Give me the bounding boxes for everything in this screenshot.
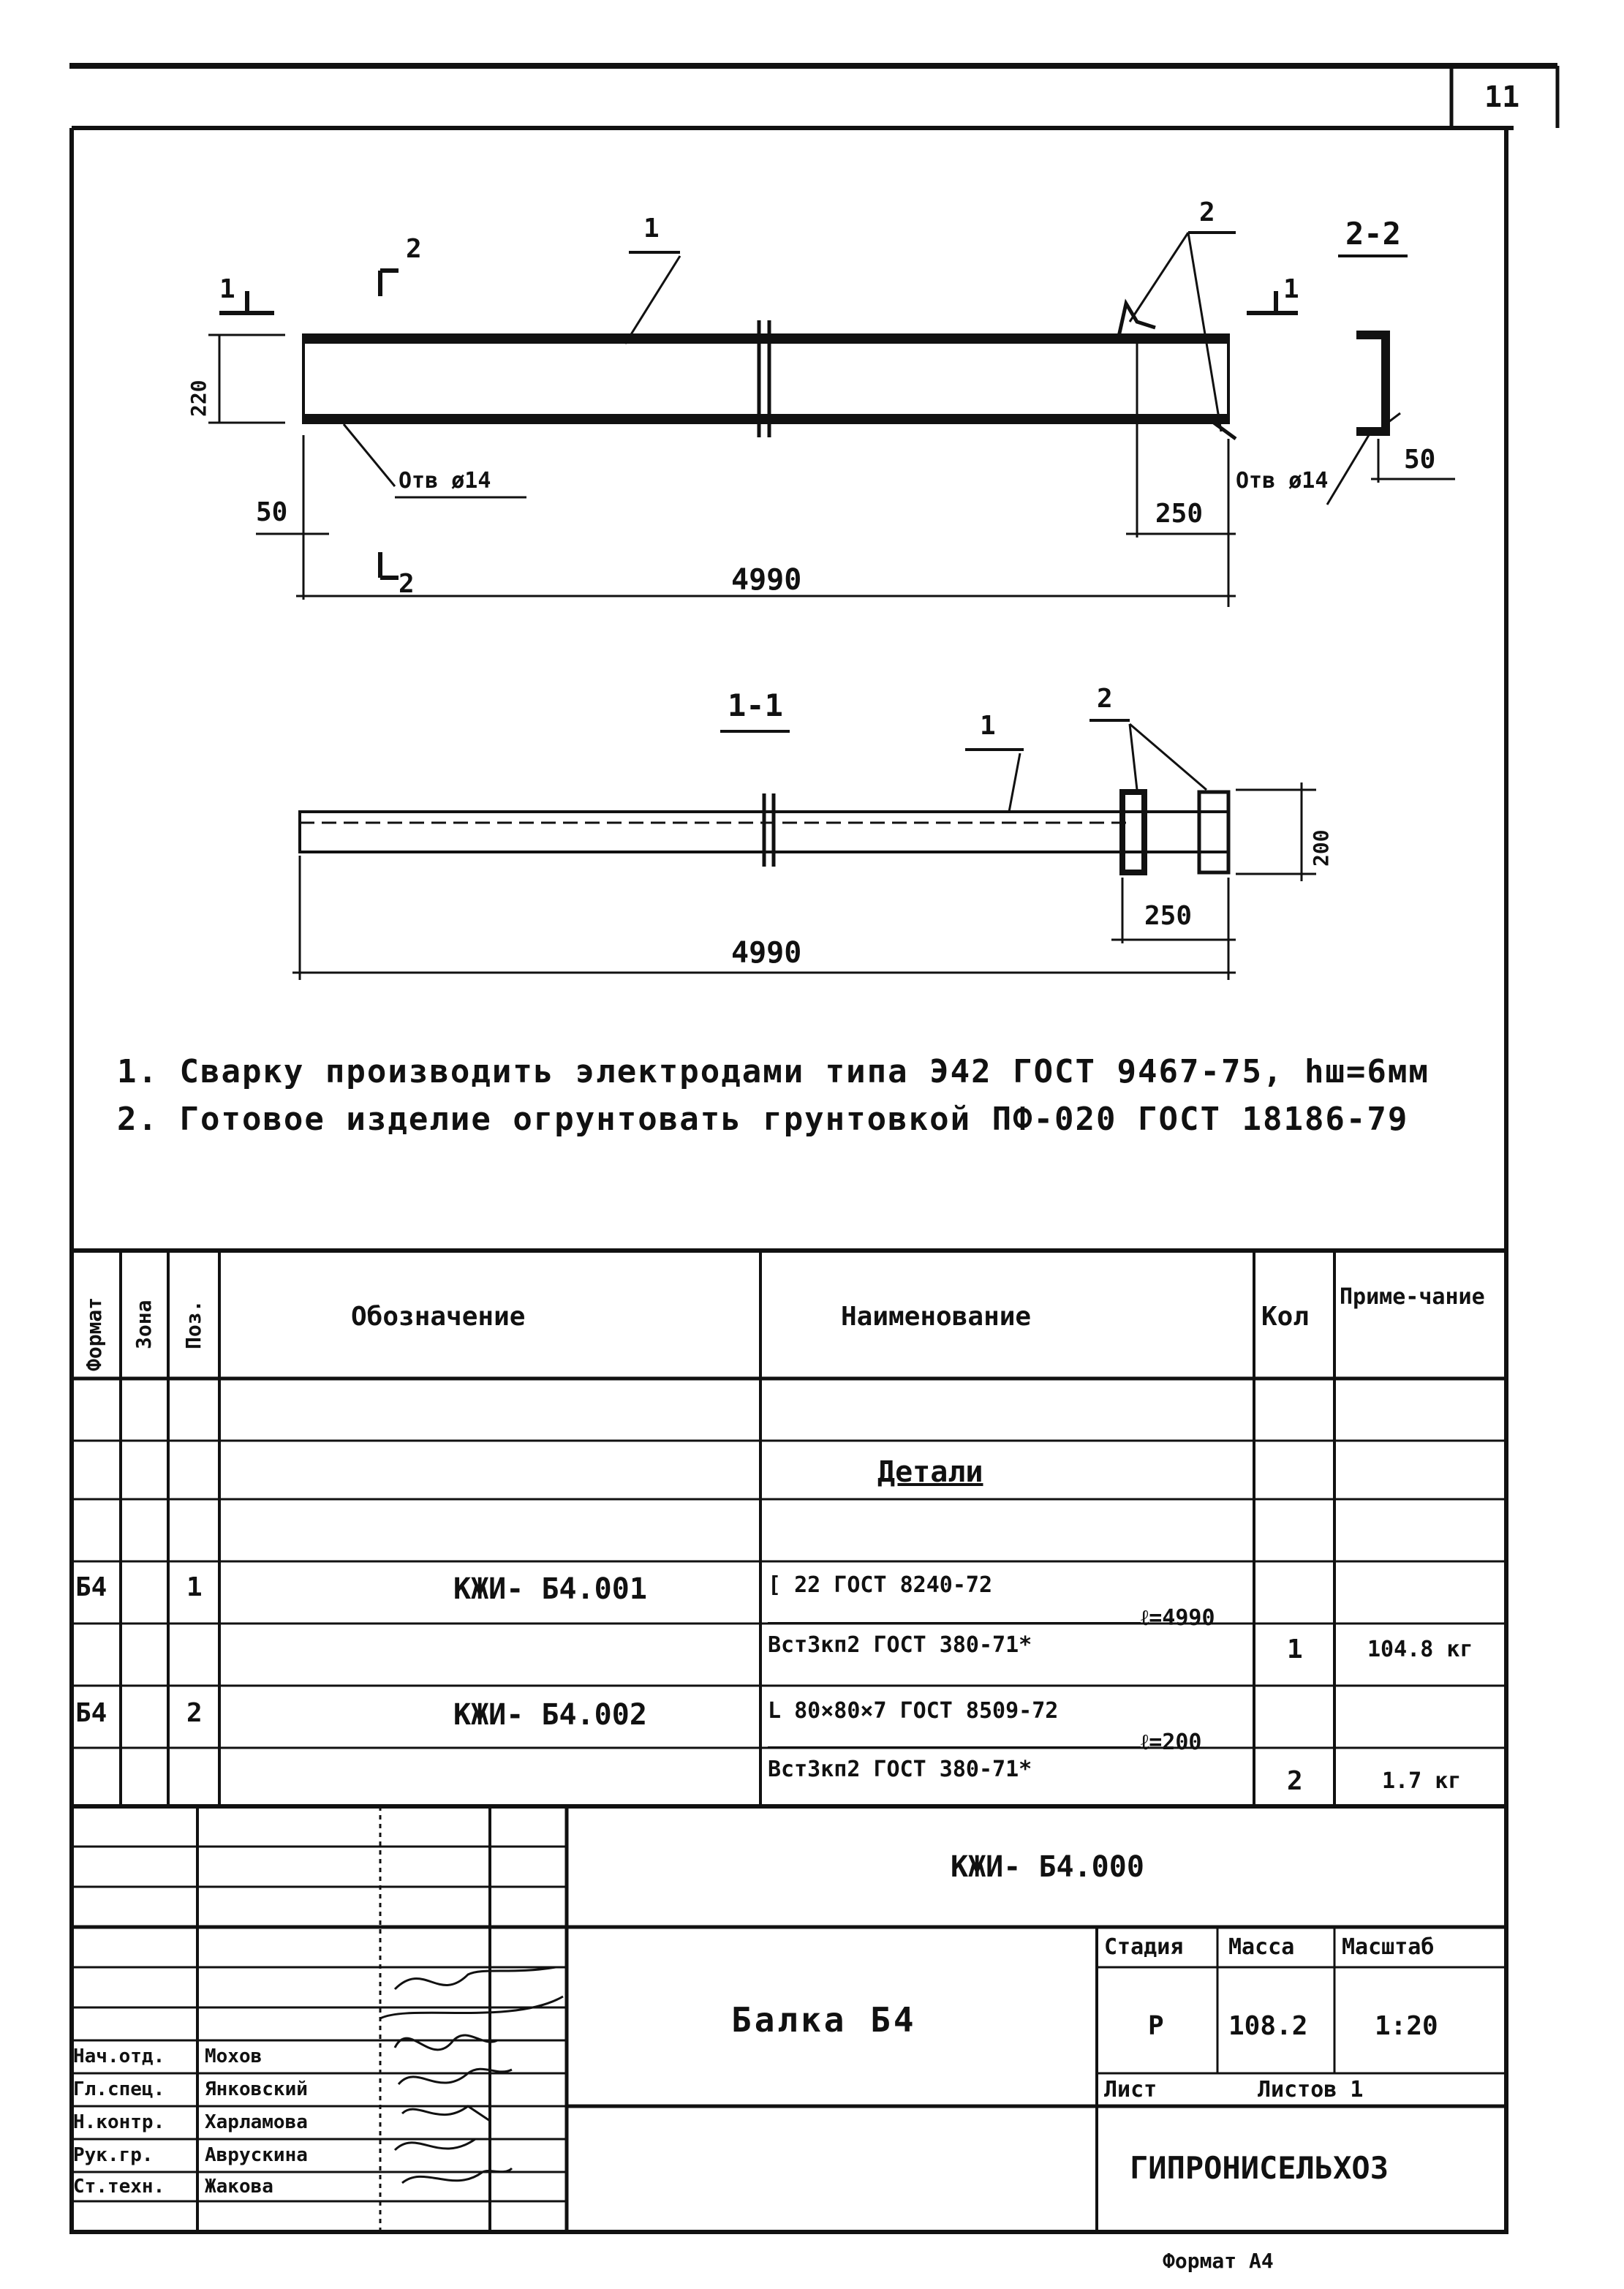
handwritten-signatures [380, 1967, 563, 2183]
dim-250-plan: 250 [1155, 499, 1204, 529]
section-mark-1-right: 1 [1283, 274, 1299, 304]
note-1: 1. Сварку производить электродами типа Э42 ГОСТ 9467-75, hш=6мм [117, 1053, 1430, 1090]
section-22-title: 2-2 [1345, 216, 1401, 252]
sig-role-1: Нач.отд. [73, 2045, 165, 2067]
row2-name-bottom: Вст3кп2 ГОСТ 380-71* [768, 1757, 1032, 1782]
dim-50-section22: 50 [1404, 445, 1436, 475]
row2-designation: КЖИ- Б4.002 [453, 1698, 647, 1732]
section-mark-2-bottom: 2 [399, 569, 415, 599]
row1-pos: 1 [186, 1572, 203, 1602]
sheets-label: Листов 1 [1258, 2077, 1364, 2103]
callout-pos1-section: 1 [980, 711, 996, 741]
row1-length: ℓ=4990 [1141, 1605, 1215, 1631]
header-qty: Кол [1261, 1302, 1310, 1332]
sig-name-2: Янковский [205, 2078, 308, 2100]
sig-role-2: Гл.спец. [73, 2078, 165, 2100]
mass-label: Масса [1228, 1934, 1295, 1960]
sig-name-3: Харламова [205, 2111, 308, 2133]
stage-value: Р [1148, 2011, 1164, 2041]
sig-name-4: Аврускина [205, 2144, 308, 2166]
dim-length-section: 4990 [731, 936, 802, 970]
row1-qty: 1 [1287, 1634, 1303, 1664]
dim-hole-right: Отв ø14 [1236, 468, 1329, 494]
scale-value: 1:20 [1375, 2011, 1438, 2041]
doc-code: КЖИ- Б4.000 [951, 1850, 1144, 1884]
header-name: Наименование [841, 1302, 1032, 1332]
row2-qty: 2 [1287, 1766, 1303, 1796]
callout-pos1-plan: 1 [643, 214, 660, 244]
row1-note: 104.8 кг [1367, 1637, 1473, 1662]
row2-name-top: L 80×80×7 ГОСТ 8509-72 [768, 1698, 1059, 1724]
section-mark-2-top: 2 [406, 234, 422, 264]
sheet-label: Лист [1104, 2077, 1157, 2103]
dim-offset-50: 50 [256, 497, 288, 527]
header-note: Приме-чание [1340, 1284, 1485, 1310]
dim-hole-left: Отв ø14 [399, 468, 491, 494]
dim-height-220: 220 [186, 380, 211, 417]
row2-length: ℓ=200 [1141, 1730, 1202, 1755]
row1-name-bottom: Вст3кп2 ГОСТ 380-71* [768, 1632, 1032, 1658]
dim-250-section: 250 [1144, 901, 1193, 931]
dim-height-200: 200 [1309, 829, 1333, 867]
sig-role-4: Рук.гр. [73, 2144, 154, 2166]
header-designation: Обозначение [351, 1302, 526, 1332]
section-11-title: 1-1 [728, 687, 783, 723]
mass-value: 108.2 [1228, 2011, 1308, 2041]
beam-section-view [292, 720, 1316, 980]
sig-role-5: Ст.техн. [73, 2176, 165, 2198]
sig-name-5: Жакова [205, 2176, 273, 2198]
section-title-details: Детали [877, 1455, 983, 1489]
scale-label: Масштаб [1342, 1934, 1435, 1960]
drawing-title: Балка Б4 [731, 2000, 917, 2040]
sheet-number: 11 [1484, 80, 1520, 114]
dim-length-plan: 4990 [731, 563, 802, 597]
sig-name-1: Мохов [205, 2045, 263, 2067]
row2-format: Б4 [75, 1698, 107, 1728]
format-label: Формат А4 [1163, 2249, 1274, 2273]
row1-format: Б4 [75, 1572, 107, 1602]
stage-label: Стадия [1104, 1934, 1184, 1960]
organization: ГИПРОНИСЕЛЬХОЗ [1130, 2150, 1389, 2186]
row1-name-top: [ 22 ГОСТ 8240-72 [768, 1572, 993, 1598]
beam-plan-view [208, 233, 1455, 607]
header-zone: Зона [132, 1300, 156, 1349]
header-pos: Поз. [181, 1300, 205, 1349]
header-format: Формат [82, 1297, 106, 1371]
row2-pos: 2 [186, 1698, 203, 1728]
row1-designation: КЖИ- Б4.001 [453, 1572, 647, 1606]
section-mark-1-left: 1 [219, 274, 235, 304]
sig-role-3: Н.контр. [73, 2111, 165, 2133]
callout-pos2-section: 2 [1097, 684, 1113, 714]
row2-note: 1.7 кг [1382, 1768, 1462, 1794]
callout-pos2-plan: 2 [1199, 197, 1215, 227]
note-2: 2. Готовое изделие огрунтовать грунтовкой ПФ-020 ГОСТ 18186-79 [117, 1101, 1409, 1138]
